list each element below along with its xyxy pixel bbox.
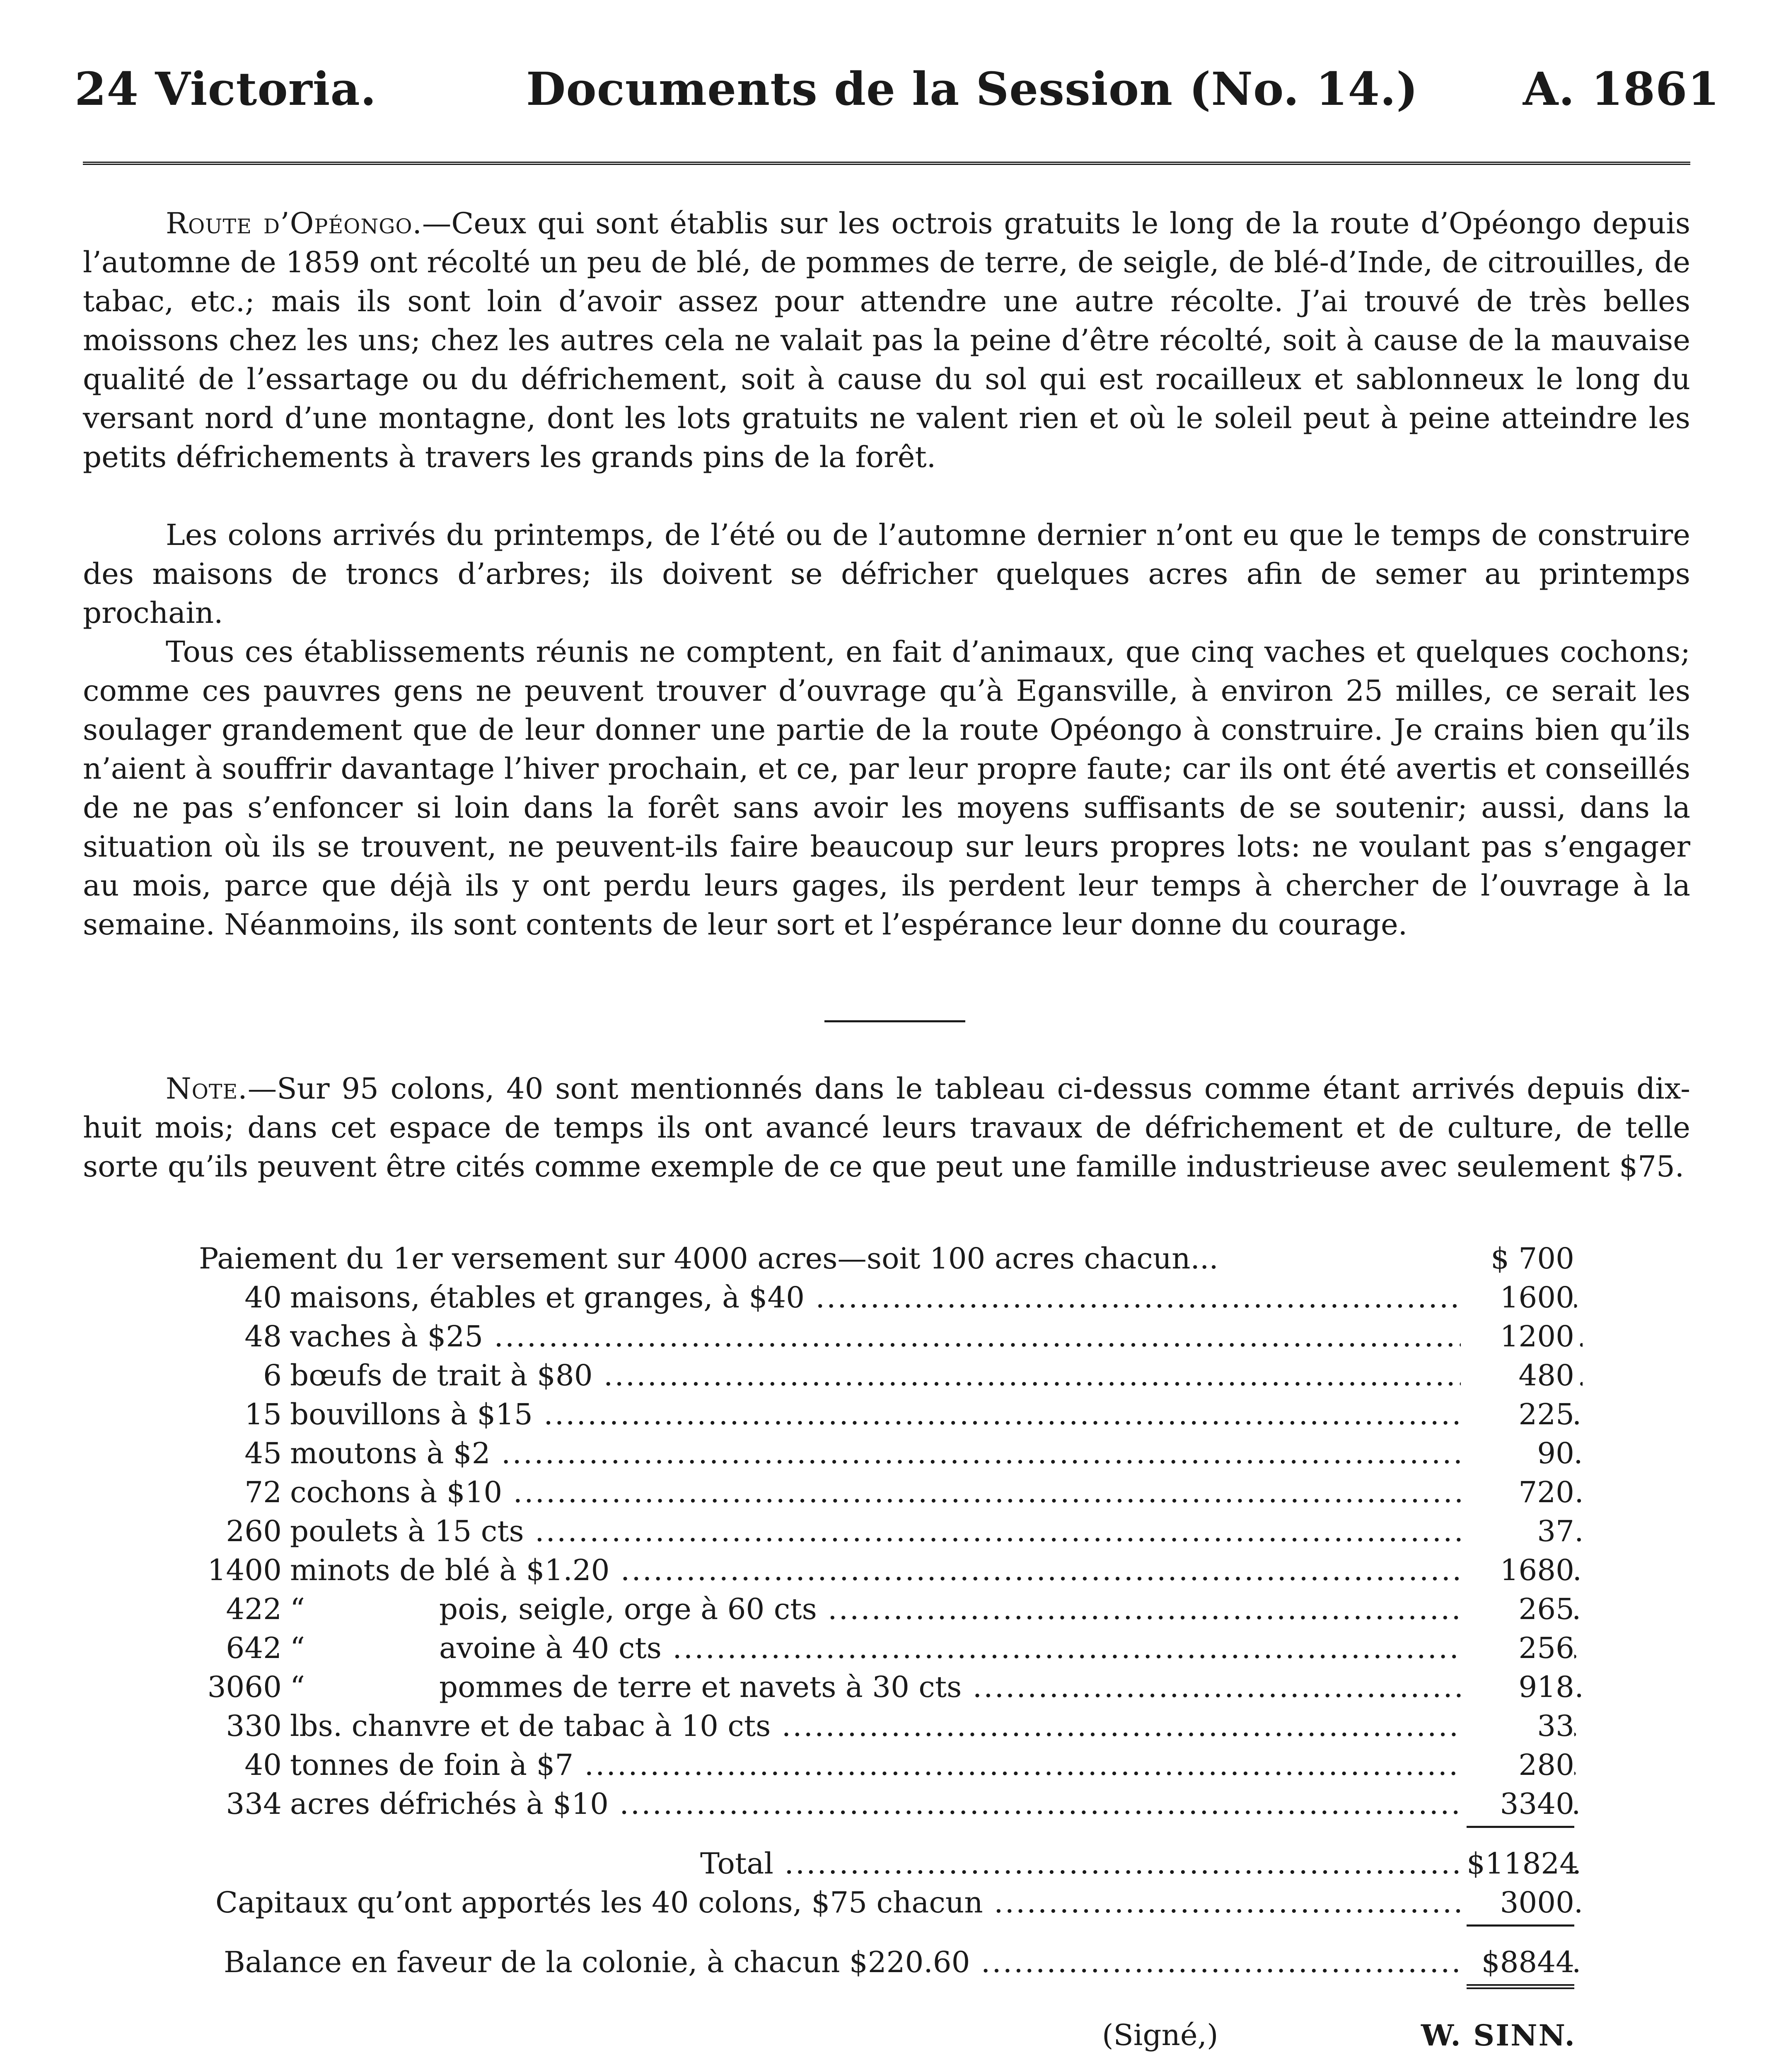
ledger-spacer	[166, 1823, 1574, 1844]
ledger-amount: 265	[1461, 1590, 1574, 1629]
ledger-qty: 6	[263, 1358, 282, 1392]
ledger-qty: 422	[226, 1592, 282, 1626]
ledger-row	[166, 1473, 1574, 1512]
ledger-desc: minots de blé à $1.20 .....	[290, 1551, 1583, 1590]
ledger-balance-label: Balance en faveur de la colonie, à chacun $220.60 .....	[224, 1943, 1583, 1982]
note-text: —Sur 95 colons, 40 sont mentionnés dans le tableau ci-dessus comme étant arrivés depuis dix-huit mois; dans cet espace de temps ils ont avancé leurs travaux de défrichement et de culture, de telle sorte qu’ils peuvent être cités comme exemple de ce que peut une famille industrieuse avec seulement $75.	[83, 1072, 1690, 1184]
ledger-amount: 280	[1461, 1745, 1574, 1784]
paragraph-colons: Les colons arrivés du printemps, de l’été ou de l’automne dernier n’ont eu que le temps de construire des maisons de troncs d’arbres; ils doivent se défricher quelques acres afin de semer au printemps prochain.	[83, 518, 1690, 630]
ledger-desc: bouvillons à $15 .....	[290, 1395, 1583, 1434]
signature-signe: (Signé,)	[1102, 2018, 1218, 2052]
ditto-mark: “	[290, 1670, 305, 1704]
double-rule	[1467, 1984, 1574, 1994]
ledger-amount: $ 700	[1461, 1239, 1574, 1278]
ledger-desc: tonnes de foin à $7 .....	[290, 1745, 1583, 1784]
paragraph-note	[83, 1069, 1690, 1186]
ledger-row	[166, 1629, 1574, 1668]
ledger-desc: bœufs de trait à $80 .....	[290, 1356, 1583, 1395]
ledger-qty: 15	[244, 1397, 282, 1431]
ledger-row	[166, 1434, 1574, 1473]
ledger-qty: 260	[226, 1514, 282, 1548]
ledger-total-label: Total .....	[700, 1844, 1583, 1883]
header-right: A. 1861	[1523, 62, 1720, 116]
ledger-qty: 330	[226, 1709, 282, 1743]
ledger-amount: 1600	[1461, 1278, 1574, 1317]
ledger-balance-amount: $8844	[1461, 1943, 1574, 1982]
ledger-capital-label: Capitaux qu’ont apportés les 40 colons, $75 chacun .....	[215, 1883, 1583, 1922]
sum-rule	[1467, 1826, 1574, 1828]
ledger-desc: “ pois, seigle, orge à 60 cts .....	[290, 1590, 1583, 1629]
ledger-spacer	[166, 1982, 1574, 1998]
ledger-amount: 1680	[1461, 1551, 1574, 1590]
section-divider	[824, 1020, 965, 1022]
ledger-desc: “ avoine à 40 cts .....	[290, 1629, 1583, 1668]
sum-rule	[1467, 1924, 1574, 1927]
header-left: 24 Victoria.	[75, 62, 377, 116]
ledger-qty: 72	[244, 1475, 282, 1509]
paragraph-text: —Ceux qui sont établis sur les octrois gratuits le long de la route d’Opéongo depuis l’automne de 1859 ont récolté un peu de blé, de pommes de terre, de seigle, de blé-d’Inde, de citrouilles, de tabac, etc.; mais ils sont loin d’avoir assez pour attendre une autre récolte. J’ai trouvé de très belles moissons chez les uns; chez les autres cela ne valait pas la peine d’être récolté, soit à cause de la mauvaise qualité de l’essartage ou du défrichement, soit à cause du sol qui est rocailleux et sablonneux le long du versant nord d’une montagne, dont les lots gratuits ne valent rien et où le soleil peut à peine atteindre les petits défrichements à travers les grands pins de la forêt.	[83, 206, 1690, 474]
ledger-capital-row	[166, 1883, 1574, 1922]
ledger-balance-row	[166, 1943, 1574, 1982]
ledger-amount: 256	[1461, 1629, 1574, 1668]
header-title: Documents de la Session (No. 14.)	[526, 62, 1419, 116]
ledger-desc: maisons, étables et granges, à $40 .....	[290, 1278, 1583, 1317]
ledger-desc: vaches à $25 .....	[290, 1317, 1583, 1356]
ledger-row	[166, 1784, 1574, 1823]
ledger-row	[166, 1551, 1574, 1590]
header-rule	[83, 162, 1690, 169]
ledger-amount: 37	[1461, 1512, 1574, 1551]
ledger-desc: poulets à 15 cts .....	[290, 1512, 1583, 1551]
note-title: Note.	[166, 1072, 248, 1106]
ledger-row	[166, 1706, 1574, 1745]
ledger-qty: 40	[244, 1280, 282, 1314]
ledger-row	[166, 1668, 1574, 1706]
ditto-mark: “	[290, 1631, 305, 1665]
ledger-desc: moutons à $2 .....	[290, 1434, 1583, 1473]
ledger-row	[166, 1317, 1574, 1356]
ledger-table	[166, 1239, 1578, 1998]
ledger-desc: Paiement du 1er versement sur 4000 acres—soit 100 acres chacun...	[199, 1242, 1218, 1276]
ledger-amount: 918	[1461, 1668, 1574, 1706]
ledger-row	[166, 1590, 1574, 1629]
ledger-row	[166, 1356, 1574, 1395]
ledger-row	[166, 1745, 1574, 1784]
ledger-desc: cochons à $10 .....	[290, 1473, 1583, 1512]
ledger-amount: 1200	[1461, 1317, 1574, 1356]
ledger-qty: 642	[226, 1631, 282, 1665]
ledger-desc: lbs. chanvre et de tabac à 10 cts .....	[290, 1706, 1583, 1745]
ledger-total-amount: $11824	[1461, 1844, 1574, 1883]
ledger-qty: 40	[244, 1748, 282, 1782]
ledger-row	[166, 1239, 1574, 1278]
ledger-amount: 33	[1461, 1706, 1574, 1745]
ledger-qty: 334	[226, 1787, 282, 1821]
ledger-qty: 1400	[207, 1553, 282, 1587]
section-title: Route d’Opéongo.	[166, 206, 422, 240]
ledger-qty: 3060	[207, 1670, 282, 1704]
ledger-capital-amount: 3000	[1461, 1883, 1574, 1922]
ledger-total-row	[166, 1844, 1578, 1883]
ledger-row	[166, 1278, 1574, 1317]
paragraph-route-opeongo	[83, 204, 1690, 477]
ledger-desc: acres défrichés à $10 .....	[290, 1784, 1583, 1823]
ledger-row	[166, 1395, 1574, 1434]
ledger-amount: 225	[1461, 1395, 1574, 1434]
ledger-amount: 90	[1461, 1434, 1574, 1473]
ditto-mark: “	[290, 1592, 305, 1626]
ledger-amount: 480	[1461, 1356, 1574, 1395]
ledger-qty: 48	[244, 1319, 282, 1353]
ledger-amount: 720	[1461, 1473, 1574, 1512]
signature-name: W. SINN.	[1421, 2018, 1576, 2053]
ledger-qty: 45	[244, 1436, 282, 1470]
ledger-desc: “ pommes de terre et navets à 30 cts .....	[290, 1668, 1583, 1706]
paragraph-etablissements: Tous ces établissements réunis ne comptent, en fait d’animaux, que cinq vaches et quelques cochons; comme ces pauvres gens ne peuvent trouver d’ouvrage qu’à Egansville, à environ 25 milles, ce serait les soulager grandement que de leur donner une partie de la route Opéongo à construire. Je crains bien qu’ils n’aient à souffrir davantage l’hiver prochain, et ce, par leur propre faute; car ils ont été avertis et conseillés de ne pas s’enfoncer si loin dans la forêt sans avoir les moyens suffisants de se soutenir; aussi, dans la situation où ils se trouvent, ne peuvent-ils faire beaucoup sur leurs propres lots: ne voulant pas s’engager au mois, parce que déjà ils y ont perdu leurs gages, ils perdent leur temps à chercher de l’ouvrage à la semaine. Néanmoins, ils sont contents de leur sort et l’espérance leur donne du courage.	[83, 635, 1690, 942]
ledger-amount: 3340	[1461, 1784, 1574, 1823]
ledger-spacer	[166, 1922, 1574, 1943]
ledger-row	[166, 1512, 1574, 1551]
